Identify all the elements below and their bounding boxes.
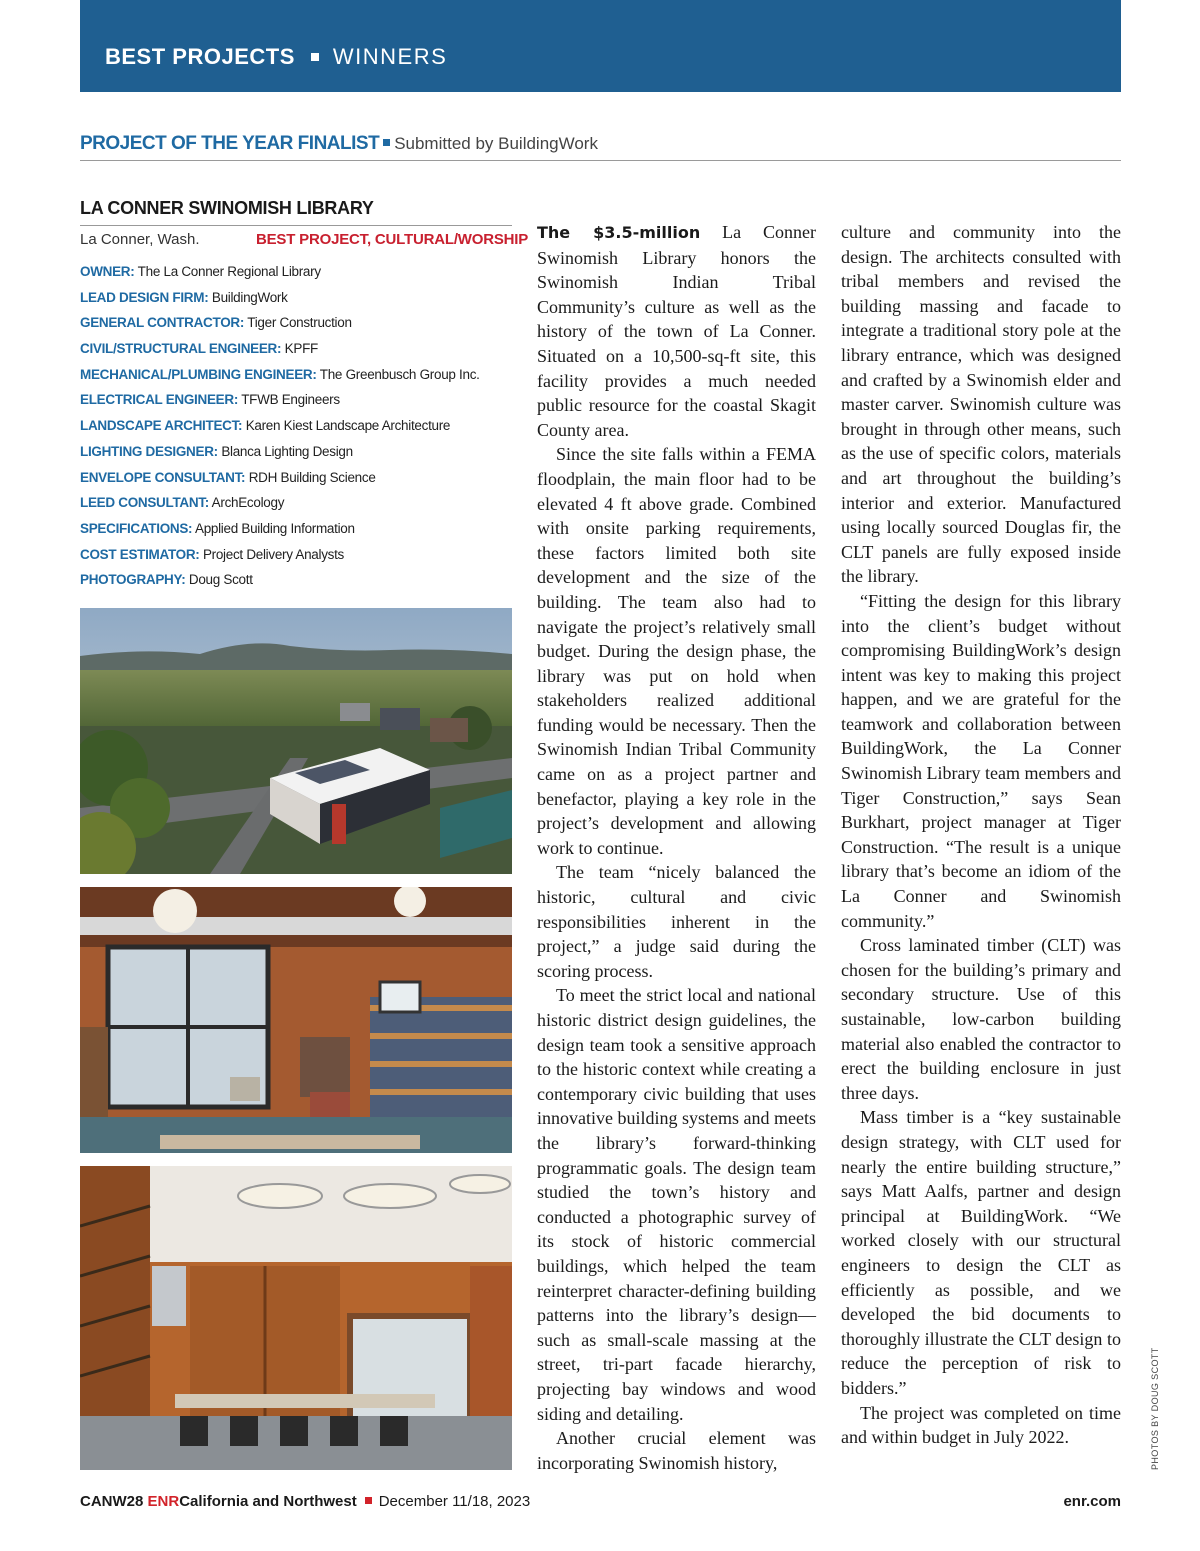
footer-site-link[interactable]: enr.com: [1063, 1493, 1121, 1510]
footer-edition: California and Northwest: [179, 1493, 357, 1510]
credit-name: BuildingWork: [211, 289, 288, 305]
credit-role: SPECIFICATIONS:: [80, 520, 193, 536]
project-location: La Conner, Wash.: [80, 231, 200, 248]
finalist-label: PROJECT OF THE YEAR FINALIST: [80, 133, 380, 154]
credit-name: TFWB Engineers: [241, 392, 340, 408]
credit-name: The La Conner Regional Library: [137, 264, 321, 279]
credit-item: [80, 518, 520, 544]
aerial-photo: [80, 608, 512, 874]
credit-item: [80, 415, 520, 441]
article-column-2: [537, 220, 816, 1475]
credit-item: [80, 569, 520, 595]
footer-page-number: CANW28: [80, 1493, 144, 1510]
credit-item: [80, 312, 520, 338]
credit-role: LEED CONSULTANT:: [80, 495, 209, 511]
credit-name: Karen Kiest Landscape Architecture: [245, 418, 451, 434]
article-lead: The $3.5-million: [537, 223, 701, 242]
credit-item: [80, 261, 520, 287]
footer-date: December 11/18, 2023: [378, 1493, 531, 1510]
credit-role: MECHANICAL/PLUMBING ENGINEER:: [80, 366, 317, 382]
article-text: La Conner Swinomish Library honors the Swinomish Indian Tribal Community’s culture as well as the history of the town of La Conner. Situated on a 10,500-sq-ft site, this facility provides a much needed public resource for the coastal Skagit County area.: [537, 222, 816, 440]
credit-name: RDH Building Science: [248, 469, 376, 485]
article-paragraph: The project was completed on time and within budget in July 2022.: [841, 1402, 1121, 1448]
project-title: LA CONNER SWINOMISH LIBRARY: [80, 198, 512, 226]
credit-role: LIGHTING DESIGNER:: [80, 443, 218, 459]
article-paragraph: “Fitting the design for this library into the client’s budget without compromising BuildingWork’s design intent was key to making this project happen, and we are grateful for the teamwork and collaboration between BuildingWork, the La Conner Swinomish Library team members and Tiger Construction,” says Sean Burkhart, project manager at Tiger Construction. “The result is a unique library that’s become an idiom of the La Conner and Swinomish community.”: [841, 590, 1121, 931]
credit-item: [80, 492, 520, 518]
article-paragraph: culture and community into the design. The architects consulted with tribal members and revised the building massing and facade to integrate a traditional story pole at the library entrance, which was designed and crafted by a Swinomish elder and master carver. Swinomish culture was brought in through other means, such as the use of specific colors, materials and art throughout the building’s interior and exterior. Manufactured using locally sourced Douglas fir, the CLT panels are fully exposed inside the library.: [841, 222, 1121, 587]
credit-role: LANDSCAPE ARCHITECT:: [80, 418, 243, 434]
credit-item: [80, 544, 520, 570]
credit-role: ELECTRICAL ENGINEER:: [80, 392, 239, 408]
footer-brand: ENR: [147, 1493, 180, 1510]
article-paragraph: Another crucial element was incorporating Swinomish history,: [537, 1428, 816, 1473]
credit-name: Project Delivery Analysts: [202, 546, 345, 562]
credit-item: [80, 287, 520, 313]
article-paragraph: To meet the strict local and national historic district design guidelines, the design team took a sensitive approach to the historic context while creating a contemporary civic building that uses innovative building systems and meets the library’s forward-thinking programmatic goals. The design team studied the town’s history and conducted a photographic survey of its stock of historic commercial buildings, which helped the team reinterpret character-defining building patterns into the library’s design—such as small-scale massing at the street, tri-part facade hierarchy, projecting bay windows and wood siding and detailing.: [537, 985, 816, 1424]
credit-role: ENVELOPE CONSULTANT:: [80, 469, 246, 485]
credit-item: [80, 389, 520, 415]
project-award: BEST PROJECT, CULTURAL/WORSHIP: [256, 231, 529, 248]
interior-photo: [80, 1166, 512, 1470]
finalist-divider: [383, 139, 390, 146]
footer-divider: [365, 1497, 372, 1504]
credit-role: PHOTOGRAPHY:: [80, 572, 186, 588]
credit-role: OWNER:: [80, 264, 135, 279]
credit-item: [80, 441, 520, 467]
banner-subsection: WINNERS: [332, 44, 448, 69]
section-banner: [80, 0, 1121, 92]
finalist-heading: [80, 133, 1121, 161]
credit-name: The Greenbusch Group Inc.: [319, 366, 480, 382]
credit-item: [80, 338, 520, 364]
credit-role: GENERAL CONTRACTOR:: [80, 315, 245, 331]
article-paragraph: Mass timber is a “key sustainable design strategy, with CLT used for nearly the entire building structure,” says Matt Aalfs, partner and design principal at BuildingWork. “We worked closely with our structural engineers to design the CLT as efficiently as possible, and we developed the bid documents to thoroughly illustrate the CLT design to reduce the perception of risk to bidders.”: [841, 1107, 1121, 1398]
credit-role: COST ESTIMATOR:: [80, 546, 200, 562]
banner-divider: [311, 53, 319, 61]
credit-name: Doug Scott: [188, 572, 253, 588]
credit-name: ArchEcology: [211, 495, 285, 511]
credit-name: KPFF: [284, 341, 318, 357]
credits-list: [80, 261, 520, 595]
page-footer: [80, 1493, 1121, 1510]
article-paragraph: Since the site falls within a FEMA floodplain, the main floor had to be elevated 4 ft above grade. Combined with onsite parking requirements, these factors limited both site development and the size of the building. The team also had to navigate the project’s relatively small budget. During the design phase, the library was put on hold when stakeholders realized additional funding would be necessary. Then the Swinomish Indian Tribal Community came on as a project partner and benefactor, playing a key role in the project’s development and allowing work to continue.: [537, 444, 816, 858]
reading-room-photo: [80, 887, 512, 1153]
article-paragraph: [537, 220, 816, 442]
credit-name: Blanca Lighting Design: [221, 443, 353, 459]
banner-section: BEST PROJECTS: [105, 44, 295, 69]
credit-item: [80, 467, 520, 493]
article-column-3: [841, 220, 1121, 1450]
credit-role: CIVIL/STRUCTURAL ENGINEER:: [80, 341, 282, 357]
credit-name: Tiger Construction: [247, 315, 352, 331]
article-paragraph: Cross laminated timber (CLT) was chosen for the building’s primary and secondary structure. Use of this sustainable, low-carbon building material also enabled the contractor to erect the building enclosure in just three days.: [841, 935, 1121, 1103]
credit-item: [80, 364, 520, 390]
photo-credit: PHOTOS BY DOUG SCOTT: [1150, 1347, 1160, 1470]
article-paragraph: The team “nicely balanced the historic, cultural and civic responsibilities inherent in the project,” a judge said during the scoring process.: [537, 862, 816, 981]
finalist-submitted: Submitted by BuildingWork: [394, 134, 598, 153]
credit-role: LEAD DESIGN FIRM:: [80, 289, 209, 305]
credit-name: Applied Building Information: [194, 520, 355, 536]
